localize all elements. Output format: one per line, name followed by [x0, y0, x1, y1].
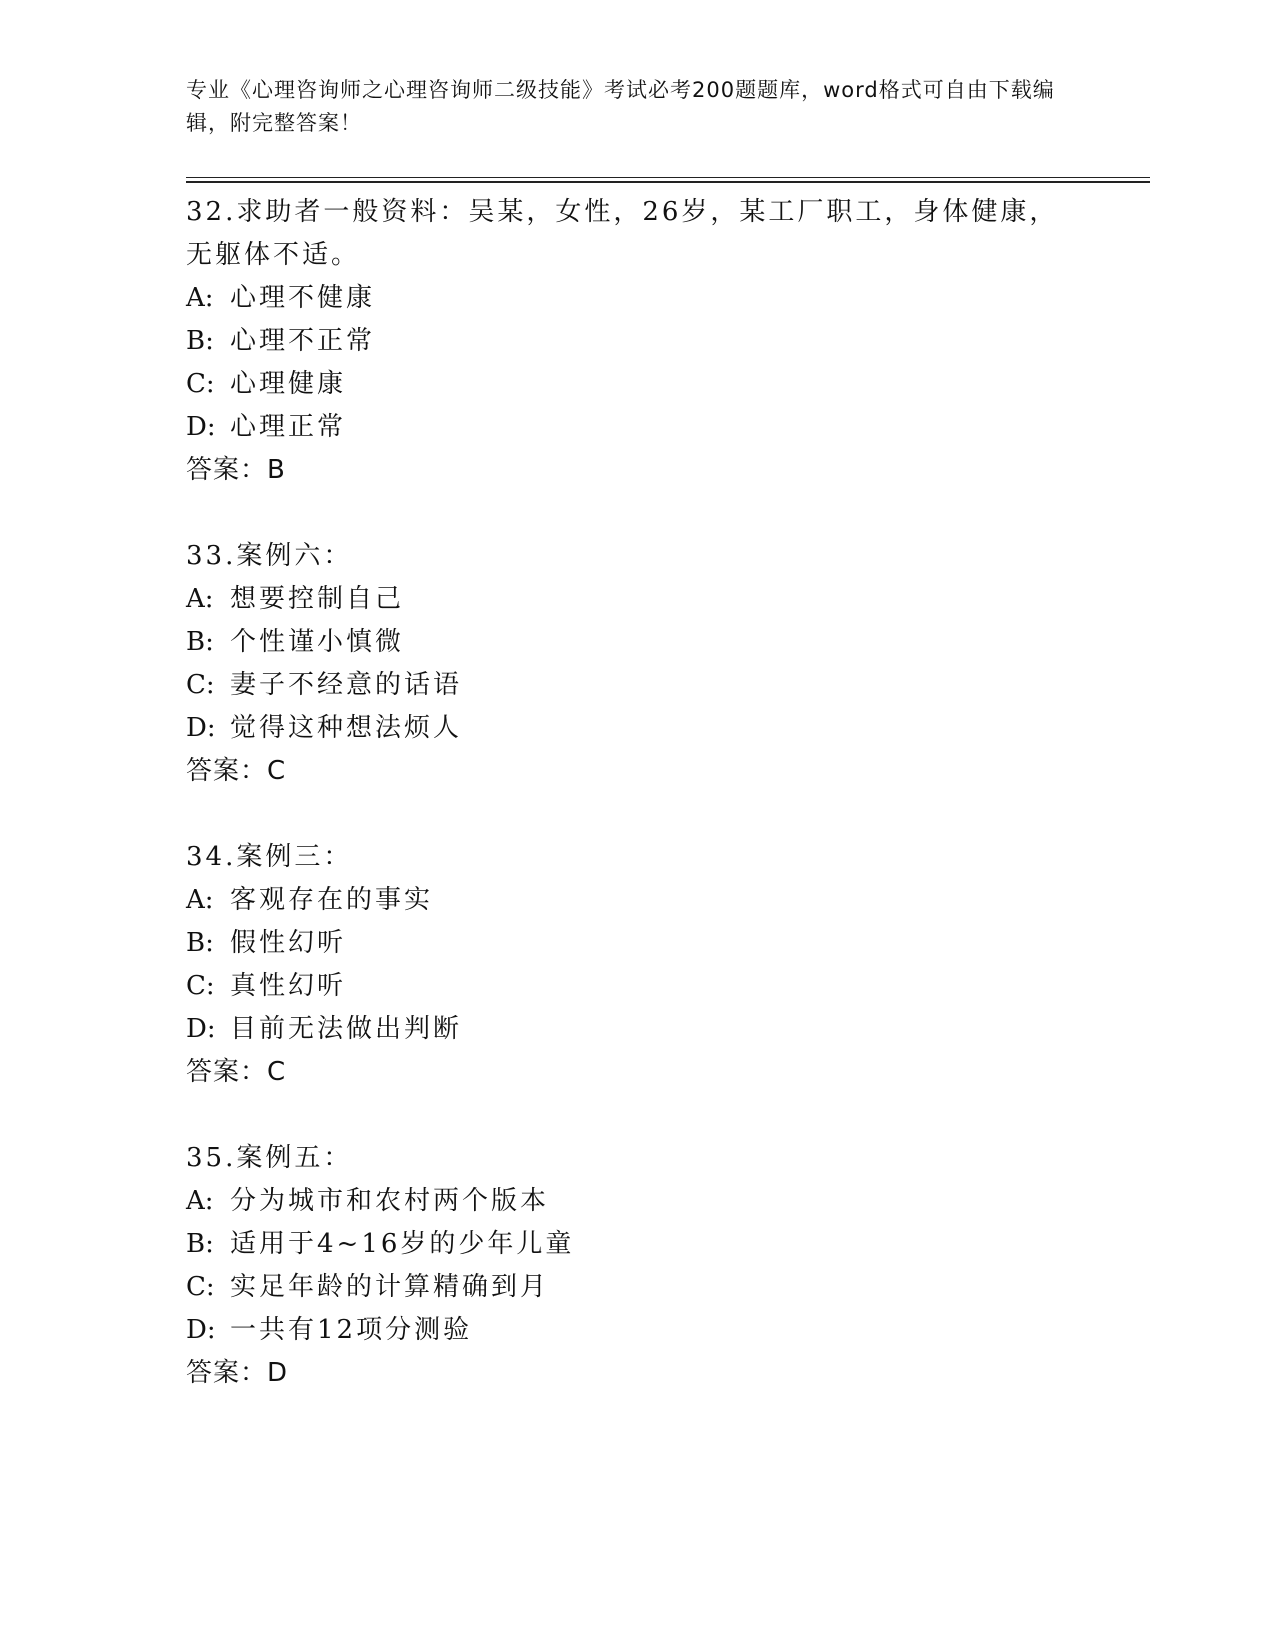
header-divider-thin	[186, 177, 1150, 178]
question-32	[186, 191, 1086, 492]
option-text: 一共有12项分测验	[230, 1315, 473, 1345]
option-letter: C:	[186, 971, 215, 1001]
option-text: 个性谨小慎微	[230, 627, 405, 657]
option-letter: A:	[186, 1186, 214, 1216]
question-stem: 32.求助者一般资料：吴某，女性，26岁，某工厂职工，身体健康，无躯体不适。	[186, 197, 1059, 270]
option-c	[186, 1266, 1086, 1309]
option-b	[186, 621, 1086, 664]
option-letter: A:	[186, 283, 214, 313]
option-letter: D:	[186, 713, 216, 743]
option-text: 目前无法做出判断	[230, 1014, 463, 1044]
answer-line: 答案：C	[186, 756, 287, 786]
question-stem: 34.案例三：	[186, 842, 353, 872]
option-text: 觉得这种想法烦人	[230, 713, 463, 743]
document-header: 专业《心理咨询师之心理咨询师二级技能》考试必考200题题库，word格式可自由下载编辑，附完整答案！	[186, 78, 1055, 135]
header-divider-thick	[186, 181, 1150, 183]
option-letter: B:	[186, 928, 214, 958]
option-c	[186, 965, 1086, 1008]
option-letter: C:	[186, 1272, 215, 1302]
option-text: 分为城市和农村两个版本	[230, 1186, 550, 1216]
option-text: 实足年龄的计算精确到月	[230, 1272, 550, 1302]
option-letter: C:	[186, 369, 215, 399]
option-a	[186, 578, 1086, 621]
question-list	[186, 191, 1086, 1438]
option-c	[186, 363, 1086, 406]
option-letter: B:	[186, 627, 214, 657]
option-d	[186, 1008, 1086, 1051]
option-text: 心理不正常	[230, 326, 376, 356]
answer-line: 答案：B	[186, 455, 286, 485]
option-c	[186, 664, 1086, 707]
option-d	[186, 406, 1086, 449]
option-text: 假性幻听	[230, 928, 347, 958]
option-b	[186, 320, 1086, 363]
question-34	[186, 836, 1086, 1094]
question-stem: 33.案例六：	[186, 541, 353, 571]
option-letter: D:	[186, 412, 216, 442]
option-b	[186, 1223, 1086, 1266]
option-letter: A:	[186, 885, 214, 915]
option-letter: D:	[186, 1315, 216, 1345]
option-text: 客观存在的事实	[230, 885, 434, 915]
option-b	[186, 922, 1086, 965]
option-d	[186, 707, 1086, 750]
option-letter: A:	[186, 584, 214, 614]
option-a	[186, 277, 1086, 320]
question-stem: 35.案例五：	[186, 1143, 353, 1173]
option-text: 适用于4~16岁的少年儿童	[230, 1229, 575, 1259]
question-33	[186, 535, 1086, 793]
option-text: 真性幻听	[230, 971, 347, 1001]
option-a	[186, 879, 1086, 922]
option-a	[186, 1180, 1086, 1223]
answer-line: 答案：C	[186, 1057, 287, 1087]
option-text: 心理健康	[230, 369, 347, 399]
option-text: 想要控制自己	[230, 584, 405, 614]
option-letter: B:	[186, 326, 214, 356]
option-letter: C:	[186, 670, 215, 700]
option-text: 心理不健康	[230, 283, 376, 313]
option-d	[186, 1309, 1086, 1352]
option-text: 妻子不经意的话语	[230, 670, 463, 700]
option-letter: D:	[186, 1014, 216, 1044]
answer-line: 答案：D	[186, 1358, 289, 1388]
option-text: 心理正常	[230, 412, 347, 442]
option-letter: B:	[186, 1229, 214, 1259]
question-35	[186, 1137, 1086, 1395]
